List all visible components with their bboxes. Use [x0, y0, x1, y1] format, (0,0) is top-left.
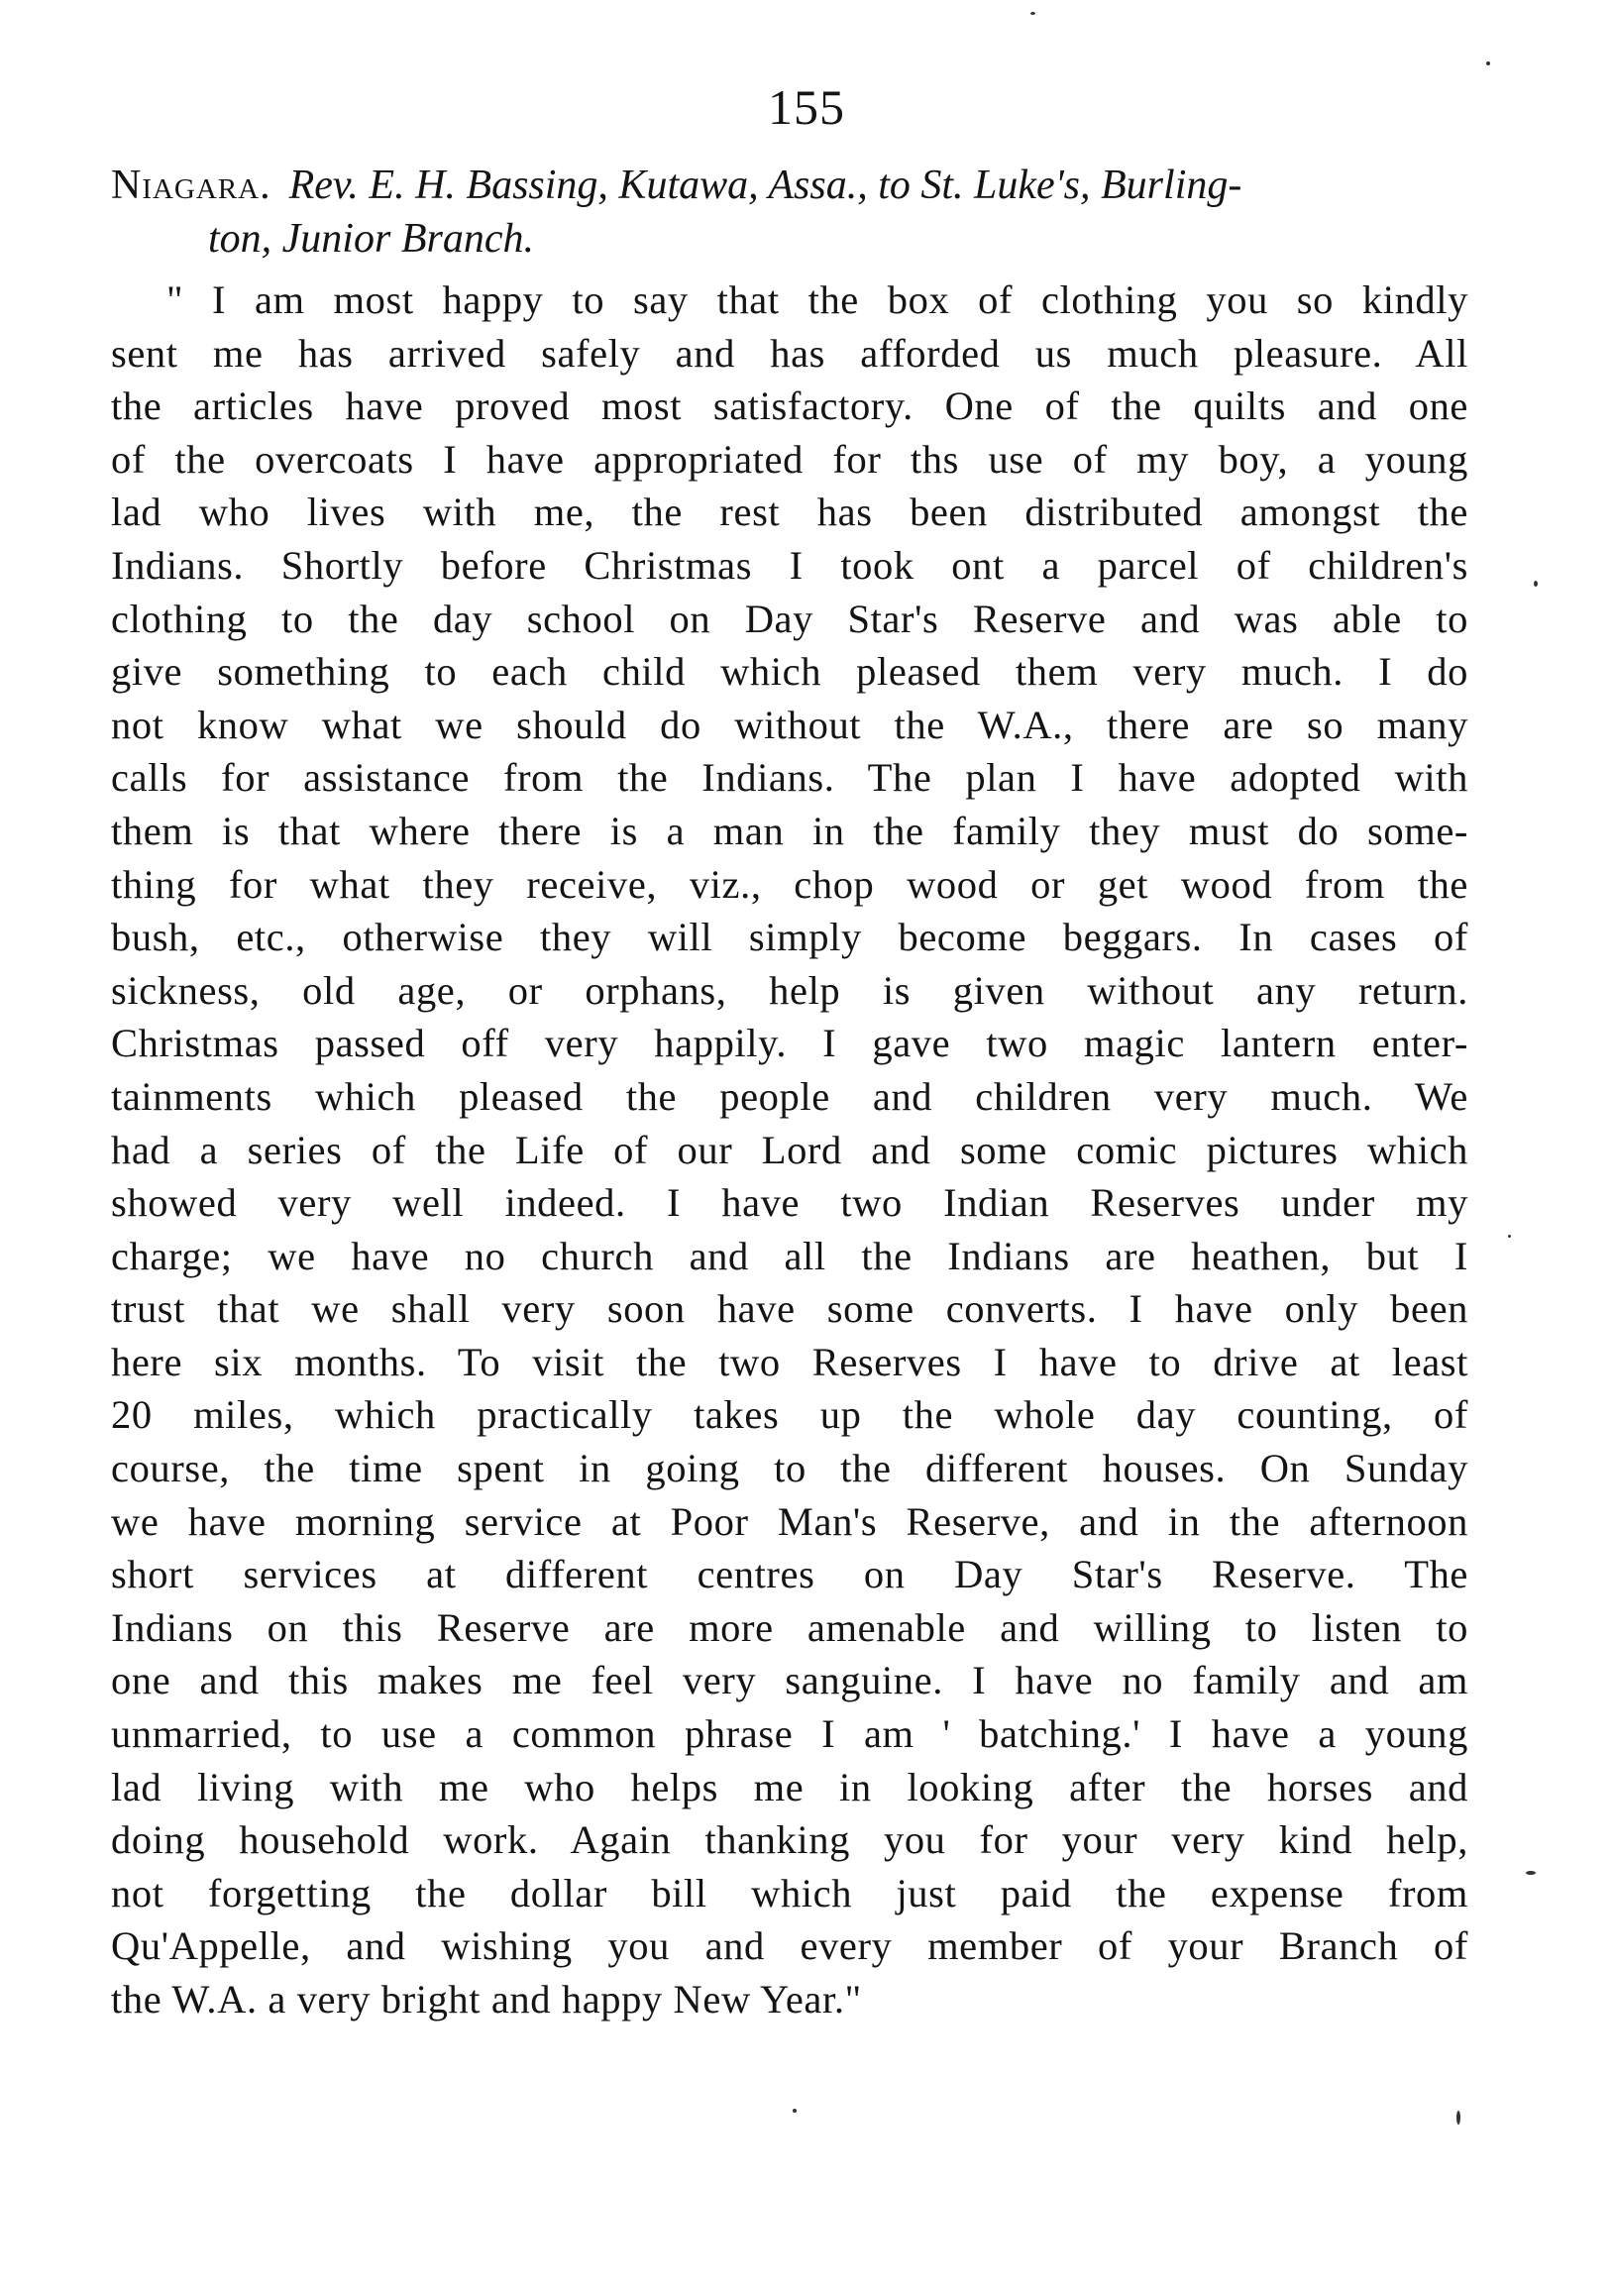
body-line: of the overcoats I have appropriated for ths use of my boy, a young [111, 436, 1468, 482]
body-line: sent me has arrived safely and has afforded us much pleasure. All [111, 330, 1468, 376]
body-line: doing household work. Again thanking you for your very kind help, [111, 1817, 1468, 1863]
scan-speck [1508, 1235, 1511, 1238]
body-line: course, the time spent in going to the different houses. On Sunday [111, 1446, 1468, 1491]
body-line: we have morning service at Poor Man's Reserve, and in the afternoon [111, 1498, 1468, 1544]
body-line: them is that where there is a man in the family they must do some- [111, 808, 1468, 853]
heading-branch: ton, Junior Branch. [208, 216, 534, 262]
body-line: clothing to the day school on Day Star's Reserve and was able to [111, 596, 1468, 641]
body-line: tainments which pleased the people and children very much. We [111, 1073, 1468, 1119]
body-line: the W.A. a very bright and happy New Year." [111, 1977, 862, 2022]
body-line: trust that we shall very soon have some converts. I have only been [111, 1286, 1468, 1332]
body-line: Indians. Shortly before Christmas I took ont a parcel of children's [111, 542, 1468, 588]
body-line: sickness, old age, or orphans, help is given without any return. [111, 967, 1468, 1013]
body-line: had a series of the Life of our Lord and some comic pictures which [111, 1127, 1468, 1172]
body-line: bush, etc., otherwise they will simply become beggars. In cases of [111, 915, 1468, 960]
scan-speck [1456, 2111, 1460, 2125]
body-line: charge; we have no church and all the Indians are heathen, but I [111, 1233, 1468, 1278]
body-line: 20 miles, which practically takes up the whole day counting, of [111, 1392, 1468, 1438]
page-number: 155 [768, 79, 845, 135]
scan-speck [1534, 581, 1538, 587]
scan-speck [1526, 1871, 1536, 1875]
body-line: showed very well indeed. I have two Indian Reserves under my [111, 1180, 1468, 1226]
body-line: Christmas passed off very happily. I gave two magic lantern enter- [111, 1021, 1468, 1066]
letter-heading [111, 159, 1468, 266]
body-line: thing for what they receive, viz., chop wood or get wood from the [111, 861, 1468, 907]
body-line: not know what we should do without the W.A., there are so many [111, 702, 1468, 747]
scan-speck [793, 2109, 797, 2113]
body-line: give something to each child which pleased them very much. I do [111, 649, 1468, 695]
letter-body [111, 273, 1468, 2026]
body-line: Indians on this Reserve are more amenable and willing to listen to [111, 1604, 1468, 1650]
heading-route: Rev. E. H. Bassing, Kutawa, Assa., to St. Luke's, Burling- [288, 163, 1242, 208]
body-line: not forgetting the dollar bill which just paid the expense from [111, 1870, 1468, 1915]
body-line: the articles have proved most satisfactory. One of the quilts and one [111, 383, 1468, 429]
body-line: here six months. To visit the two Reserves I have to drive at least [111, 1339, 1468, 1384]
scan-speck [1030, 12, 1035, 15]
body-line: calls for assistance from the Indians. The plan I have adopted with [111, 755, 1468, 801]
scan-speck [1486, 61, 1490, 65]
body-line: one and this makes me feel very sanguine. I have no family and am [111, 1658, 1468, 1703]
body-line: short services at different centres on Day Star's Reserve. The [111, 1552, 1468, 1597]
body-line: " I am most happy to say that the box of clothing you so kindly [166, 277, 1468, 322]
body-line: Qu'Appelle, and wishing you and every member of your Branch of [111, 1923, 1468, 1969]
body-line: lad who lives with me, the rest has been distributed amongst the [111, 490, 1468, 535]
heading-place: Niagara. [111, 163, 271, 208]
body-line: unmarried, to use a common phrase I am ' batching.' I have a young [111, 1711, 1468, 1757]
body-line: lad living with me who helps me in looking after the horses and [111, 1764, 1468, 1809]
